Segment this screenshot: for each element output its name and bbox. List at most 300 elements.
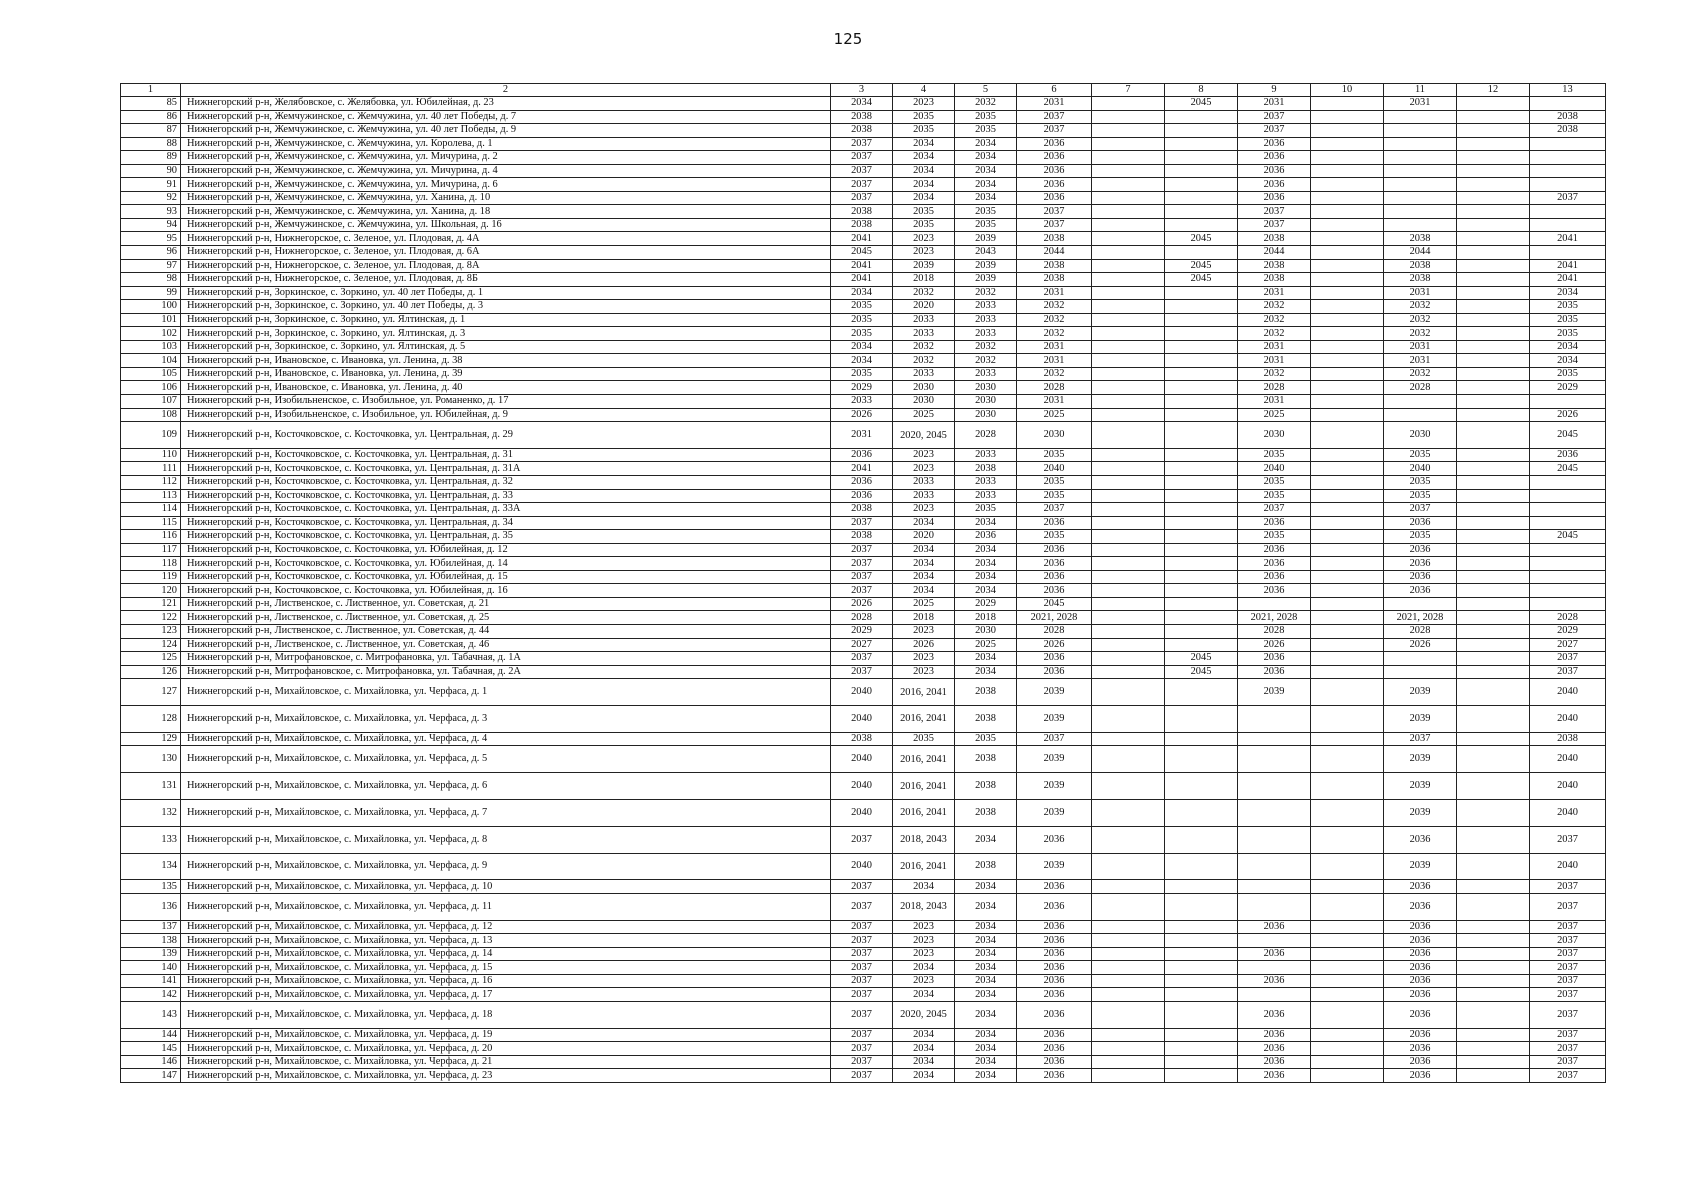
year-cell [1165, 893, 1238, 920]
year-cell: 2025 [893, 408, 955, 422]
year-cell [1457, 218, 1530, 232]
column-header-5: 5 [955, 84, 1017, 97]
year-cell [1457, 584, 1530, 598]
year-cell [1457, 974, 1530, 988]
year-cell [1092, 300, 1165, 314]
year-cell: 2036 [1017, 893, 1092, 920]
year-cell: 2031 [1384, 97, 1457, 111]
year-cell [1457, 395, 1530, 409]
year-cell [1092, 947, 1165, 961]
year-cell [1092, 476, 1165, 490]
year-cell: 2023 [893, 665, 955, 679]
year-cell [1311, 191, 1384, 205]
row-number-cell: 95 [121, 232, 181, 246]
year-cell: 2034 [955, 652, 1017, 666]
year-cell: 2036 [1384, 1001, 1457, 1028]
row-number-cell: 131 [121, 773, 181, 800]
year-cell [1311, 124, 1384, 138]
year-cell: 2035 [955, 205, 1017, 219]
year-cell: 2036 [1238, 1042, 1311, 1056]
column-header-2: 2 [181, 84, 831, 97]
year-cell [1238, 706, 1311, 733]
table-row [121, 934, 1606, 948]
row-number-cell: 128 [121, 706, 181, 733]
year-cell: 2023 [893, 974, 955, 988]
year-cell: 2034 [893, 178, 955, 192]
year-cell: 2029 [955, 597, 1017, 611]
year-cell [1092, 543, 1165, 557]
row-number-cell: 124 [121, 638, 181, 652]
year-cell: 2026 [1384, 638, 1457, 652]
year-cell [1165, 1001, 1238, 1028]
address-cell: Нижнегорский р-н, Лиственское, с. Лиственное, ул. Советская, д. 44 [181, 625, 831, 639]
address-cell: Нижнегорский р-н, Михайловское, с. Михайловка, ул. Черфаса, д. 8 [181, 826, 831, 853]
row-number-cell: 110 [121, 448, 181, 462]
year-cell [1384, 205, 1457, 219]
year-cell [1457, 408, 1530, 422]
year-cell [1092, 191, 1165, 205]
year-cell: 2039 [1017, 706, 1092, 733]
year-cell [1457, 273, 1530, 287]
year-cell [1165, 124, 1238, 138]
year-cell: 2023 [893, 246, 955, 260]
row-number-cell: 98 [121, 273, 181, 287]
year-cell: 2028 [955, 422, 1017, 449]
table-row [121, 638, 1606, 652]
year-cell [1457, 597, 1530, 611]
year-cell [1165, 395, 1238, 409]
table-row [121, 503, 1606, 517]
year-cell: 2037 [831, 947, 893, 961]
year-cell [1165, 218, 1238, 232]
year-cell: 2034 [955, 880, 1017, 894]
row-number-cell: 111 [121, 462, 181, 476]
table-row [121, 920, 1606, 934]
year-cell [1311, 218, 1384, 232]
year-cell: 2034 [893, 584, 955, 598]
year-cell: 2036 [1017, 151, 1092, 165]
year-cell: 2045 [1165, 232, 1238, 246]
year-cell: 2038 [955, 706, 1017, 733]
year-cell [1311, 974, 1384, 988]
year-cell: 2034 [955, 543, 1017, 557]
table-row [121, 273, 1606, 287]
year-cell: 2018 [955, 611, 1017, 625]
year-cell [1238, 826, 1311, 853]
year-cell: 2031 [1238, 395, 1311, 409]
year-cell [1092, 557, 1165, 571]
year-cell [1311, 584, 1384, 598]
table-row [121, 395, 1606, 409]
year-cell [1311, 232, 1384, 246]
year-cell: 2034 [955, 961, 1017, 975]
year-cell: 2032 [955, 286, 1017, 300]
row-number-cell: 105 [121, 367, 181, 381]
year-cell [1311, 597, 1384, 611]
year-cell: 2035 [831, 313, 893, 327]
year-cell [1457, 259, 1530, 273]
year-cell: 2041 [831, 232, 893, 246]
year-cell [1092, 422, 1165, 449]
column-header-13: 13 [1530, 84, 1606, 97]
year-cell [1165, 799, 1238, 826]
year-cell: 2041 [1530, 259, 1606, 273]
year-cell [1457, 893, 1530, 920]
year-cell: 2039 [1384, 746, 1457, 773]
year-cell: 2037 [1017, 503, 1092, 517]
address-cell: Нижнегорский р-н, Зоркинское, с. Зоркино, ул. 40 лет Победы, д. 1 [181, 286, 831, 300]
row-number-cell: 137 [121, 920, 181, 934]
address-cell: Нижнегорский р-н, Жемчужинское, с. Жемчужина, ул. Мичурина, д. 4 [181, 164, 831, 178]
row-number-cell: 125 [121, 652, 181, 666]
address-cell: Нижнегорский р-н, Зоркинское, с. Зоркино, ул. Ялтинская, д. 5 [181, 340, 831, 354]
year-cell: 2032 [955, 340, 1017, 354]
year-cell [1165, 1042, 1238, 1056]
year-cell: 2036 [1384, 1028, 1457, 1042]
address-cell: Нижнегорский р-н, Жемчужинское, с. Жемчужина, ул. Королева, д. 1 [181, 137, 831, 151]
year-cell: 2038 [1530, 110, 1606, 124]
year-cell: 2036 [1017, 880, 1092, 894]
year-cell: 2035 [893, 732, 955, 746]
address-cell: Нижнегорский р-н, Нижнегорское, с. Зеленое, ул. Плодовая, д. 6А [181, 246, 831, 260]
table-row [121, 1042, 1606, 1056]
year-cell: 2037 [831, 934, 893, 948]
year-cell: 2045 [1530, 462, 1606, 476]
row-number-cell: 119 [121, 570, 181, 584]
year-cell: 2038 [955, 679, 1017, 706]
table-row [121, 625, 1606, 639]
address-cell: Нижнегорский р-н, Митрофановское, с. Митрофановка, ул. Табачная, д. 1А [181, 652, 831, 666]
column-header-3: 3 [831, 84, 893, 97]
row-number-cell: 142 [121, 988, 181, 1002]
year-cell: 2038 [1017, 273, 1092, 287]
year-cell: 2028 [1017, 625, 1092, 639]
row-number-cell: 118 [121, 557, 181, 571]
table-row [121, 893, 1606, 920]
year-cell: 2038 [1384, 259, 1457, 273]
year-cell: 2040 [1530, 773, 1606, 800]
year-cell [1530, 570, 1606, 584]
year-cell [1311, 799, 1384, 826]
year-cell [1092, 920, 1165, 934]
address-cell: Нижнегорский р-н, Ивановское, с. Ивановка, ул. Ленина, д. 38 [181, 354, 831, 368]
year-cell: 2026 [893, 638, 955, 652]
year-cell [1092, 706, 1165, 733]
address-cell: Нижнегорский р-н, Михайловское, с. Михайловка, ул. Черфаса, д. 14 [181, 947, 831, 961]
year-cell: 2033 [893, 313, 955, 327]
year-cell: 2026 [1238, 638, 1311, 652]
row-number-cell: 112 [121, 476, 181, 490]
year-cell: 2036 [1017, 974, 1092, 988]
column-header-6: 6 [1017, 84, 1092, 97]
year-cell [1457, 853, 1530, 880]
year-cell: 2026 [831, 408, 893, 422]
year-cell [1457, 570, 1530, 584]
year-cell: 2036 [1238, 557, 1311, 571]
year-cell: 2032 [1017, 300, 1092, 314]
year-cell: 2035 [1017, 448, 1092, 462]
year-cell: 2028 [1017, 381, 1092, 395]
year-cell [1530, 516, 1606, 530]
year-cell: 2036 [1238, 974, 1311, 988]
year-cell [1311, 1069, 1384, 1083]
address-cell: Нижнегорский р-н, Изобильненское, с. Изобильное, ул. Романенко, д. 17 [181, 395, 831, 409]
year-cell [1092, 395, 1165, 409]
year-cell: 2036 [1238, 1069, 1311, 1083]
year-cell [1457, 232, 1530, 246]
address-cell: Нижнегорский р-н, Косточковское, с. Косточковка, ул. Центральная, д. 34 [181, 516, 831, 530]
row-number-cell: 101 [121, 313, 181, 327]
year-cell [1530, 137, 1606, 151]
year-cell [1457, 934, 1530, 948]
row-number-cell: 121 [121, 597, 181, 611]
year-cell: 2036 [1017, 1055, 1092, 1069]
year-cell: 2034 [955, 988, 1017, 1002]
address-cell: Нижнегорский р-н, Жемчужинское, с. Жемчужина, ул. Ханина, д. 18 [181, 205, 831, 219]
year-cell: 2030 [893, 381, 955, 395]
address-cell: Нижнегорский р-н, Михайловское, с. Михайловка, ул. Черфаса, д. 21 [181, 1055, 831, 1069]
year-cell [1457, 503, 1530, 517]
year-cell [1165, 597, 1238, 611]
year-cell: 2036 [831, 476, 893, 490]
year-cell: 2031 [1238, 97, 1311, 111]
year-cell: 2038 [955, 799, 1017, 826]
year-cell: 2038 [955, 746, 1017, 773]
year-cell [1457, 354, 1530, 368]
table-row [121, 137, 1606, 151]
address-cell: Нижнегорский р-н, Косточковское, с. Косточковка, ул. Центральная, д. 32 [181, 476, 831, 490]
table-row [121, 961, 1606, 975]
year-cell: 2032 [1238, 327, 1311, 341]
year-cell [1457, 110, 1530, 124]
table-row [121, 611, 1606, 625]
year-cell: 2037 [1238, 205, 1311, 219]
year-cell: 2031 [1017, 354, 1092, 368]
year-cell: 2030 [955, 625, 1017, 639]
year-cell: 2037 [1530, 893, 1606, 920]
year-cell: 2036 [1238, 652, 1311, 666]
year-cell [1311, 611, 1384, 625]
year-cell [1092, 988, 1165, 1002]
year-cell [1092, 799, 1165, 826]
year-cell [1457, 638, 1530, 652]
year-cell: 2034 [955, 557, 1017, 571]
year-cell [1311, 354, 1384, 368]
table-row [121, 974, 1606, 988]
year-cell: 2033 [955, 448, 1017, 462]
year-cell: 2029 [831, 625, 893, 639]
year-cell: 2036 [1530, 448, 1606, 462]
year-cell: 2037 [1530, 988, 1606, 1002]
year-cell: 2036 [1238, 1055, 1311, 1069]
row-number-cell: 122 [121, 611, 181, 625]
year-cell: 2036 [1384, 920, 1457, 934]
year-cell: 2034 [955, 151, 1017, 165]
year-cell [1530, 584, 1606, 598]
address-cell: Нижнегорский р-н, Зоркинское, с. Зоркино, ул. 40 лет Победы, д. 3 [181, 300, 831, 314]
year-cell: 2035 [831, 300, 893, 314]
year-cell: 2040 [831, 853, 893, 880]
year-cell: 2036 [1384, 880, 1457, 894]
year-cell: 2040 [831, 746, 893, 773]
year-cell [1311, 934, 1384, 948]
year-cell [1457, 462, 1530, 476]
year-cell: 2020, 2045 [893, 422, 955, 449]
year-cell [1165, 1028, 1238, 1042]
year-cell: 2035 [1384, 476, 1457, 490]
year-cell: 2039 [1384, 853, 1457, 880]
year-cell: 2031 [1384, 340, 1457, 354]
year-cell: 2034 [893, 137, 955, 151]
year-cell [1092, 273, 1165, 287]
year-cell: 2031 [1238, 340, 1311, 354]
year-cell: 2038 [831, 124, 893, 138]
year-cell: 2039 [1384, 679, 1457, 706]
year-cell [1165, 313, 1238, 327]
row-number-cell: 92 [121, 191, 181, 205]
year-cell [1311, 503, 1384, 517]
year-cell [1530, 151, 1606, 165]
year-cell: 2021, 2028 [1238, 611, 1311, 625]
table-row [121, 773, 1606, 800]
year-cell [1311, 327, 1384, 341]
column-header-11: 11 [1384, 84, 1457, 97]
address-cell: Нижнегорский р-н, Косточковское, с. Косточковка, ул. Центральная, д. 31 [181, 448, 831, 462]
year-cell [1457, 191, 1530, 205]
year-cell: 2035 [1530, 300, 1606, 314]
year-cell: 2034 [893, 557, 955, 571]
year-cell [1530, 178, 1606, 192]
address-cell: Нижнегорский р-н, Зоркинское, с. Зоркино, ул. Ялтинская, д. 1 [181, 313, 831, 327]
year-cell: 2038 [831, 503, 893, 517]
table-row [121, 476, 1606, 490]
row-number-cell: 140 [121, 961, 181, 975]
year-cell: 2039 [1238, 679, 1311, 706]
year-cell [1092, 732, 1165, 746]
year-cell: 2035 [1530, 327, 1606, 341]
year-cell: 2036 [1384, 1069, 1457, 1083]
year-cell: 2033 [955, 367, 1017, 381]
year-cell [1311, 476, 1384, 490]
year-cell [1165, 367, 1238, 381]
year-cell [1311, 313, 1384, 327]
year-cell [1092, 354, 1165, 368]
address-cell: Нижнегорский р-н, Лиственское, с. Лиственное, ул. Советская, д. 25 [181, 611, 831, 625]
year-cell: 2036 [1017, 665, 1092, 679]
year-cell: 2037 [831, 1055, 893, 1069]
year-cell: 2037 [1530, 934, 1606, 948]
table-row [121, 367, 1606, 381]
year-cell: 2036 [1017, 137, 1092, 151]
table-row [121, 151, 1606, 165]
year-cell [1311, 638, 1384, 652]
year-cell [1165, 327, 1238, 341]
year-cell: 2036 [1017, 1028, 1092, 1042]
year-cell: 2034 [893, 988, 955, 1002]
column-header-7: 7 [1092, 84, 1165, 97]
year-cell [1165, 679, 1238, 706]
row-number-cell: 123 [121, 625, 181, 639]
year-cell: 2038 [955, 773, 1017, 800]
year-cell: 2026 [1530, 408, 1606, 422]
year-cell [1238, 961, 1311, 975]
year-cell: 2039 [1017, 853, 1092, 880]
year-cell: 2036 [1384, 893, 1457, 920]
year-cell: 2035 [1238, 476, 1311, 490]
year-cell: 2037 [1530, 880, 1606, 894]
year-cell: 2036 [1384, 584, 1457, 598]
row-number-cell: 145 [121, 1042, 181, 1056]
year-cell [1092, 367, 1165, 381]
year-cell: 2040 [831, 706, 893, 733]
year-cell [1457, 799, 1530, 826]
year-cell [1457, 124, 1530, 138]
year-cell: 2034 [893, 570, 955, 584]
year-cell: 2033 [893, 367, 955, 381]
year-cell [1457, 880, 1530, 894]
year-cell [1457, 367, 1530, 381]
table-row [121, 706, 1606, 733]
year-cell: 2037 [1530, 947, 1606, 961]
row-number-cell: 129 [121, 732, 181, 746]
year-cell [1530, 476, 1606, 490]
year-cell: 2025 [893, 597, 955, 611]
year-cell: 2036 [1017, 1001, 1092, 1028]
year-cell: 2037 [1238, 110, 1311, 124]
year-cell: 2028 [1238, 381, 1311, 395]
table-row [121, 422, 1606, 449]
year-cell: 2036 [1238, 920, 1311, 934]
year-cell [1457, 988, 1530, 1002]
year-cell [1311, 988, 1384, 1002]
year-cell: 2036 [1384, 947, 1457, 961]
year-cell [1165, 706, 1238, 733]
year-cell: 2039 [1017, 799, 1092, 826]
row-number-cell: 115 [121, 516, 181, 530]
year-cell [1092, 232, 1165, 246]
year-cell: 2026 [831, 597, 893, 611]
year-cell: 2036 [1238, 1001, 1311, 1028]
table-row [121, 164, 1606, 178]
year-cell [1457, 947, 1530, 961]
year-cell [1457, 327, 1530, 341]
year-cell: 2037 [1017, 110, 1092, 124]
year-cell: 2040 [831, 799, 893, 826]
year-cell: 2036 [1238, 516, 1311, 530]
year-cell: 2035 [955, 110, 1017, 124]
year-cell [1311, 178, 1384, 192]
year-cell [1311, 920, 1384, 934]
year-cell [1238, 746, 1311, 773]
year-cell [1530, 97, 1606, 111]
year-cell: 2036 [1384, 1042, 1457, 1056]
table-row [121, 947, 1606, 961]
year-cell [1457, 543, 1530, 557]
year-cell [1457, 826, 1530, 853]
column-header-1: 1 [121, 84, 181, 97]
year-cell [1092, 1028, 1165, 1042]
row-number-cell: 120 [121, 584, 181, 598]
table-row [121, 557, 1606, 571]
year-cell: 2034 [1530, 286, 1606, 300]
year-cell: 2030 [955, 381, 1017, 395]
year-cell: 2039 [1384, 773, 1457, 800]
row-number-cell: 96 [121, 246, 181, 260]
year-cell [1311, 97, 1384, 111]
year-cell [1165, 570, 1238, 584]
year-cell [1165, 340, 1238, 354]
table-row [121, 1001, 1606, 1028]
